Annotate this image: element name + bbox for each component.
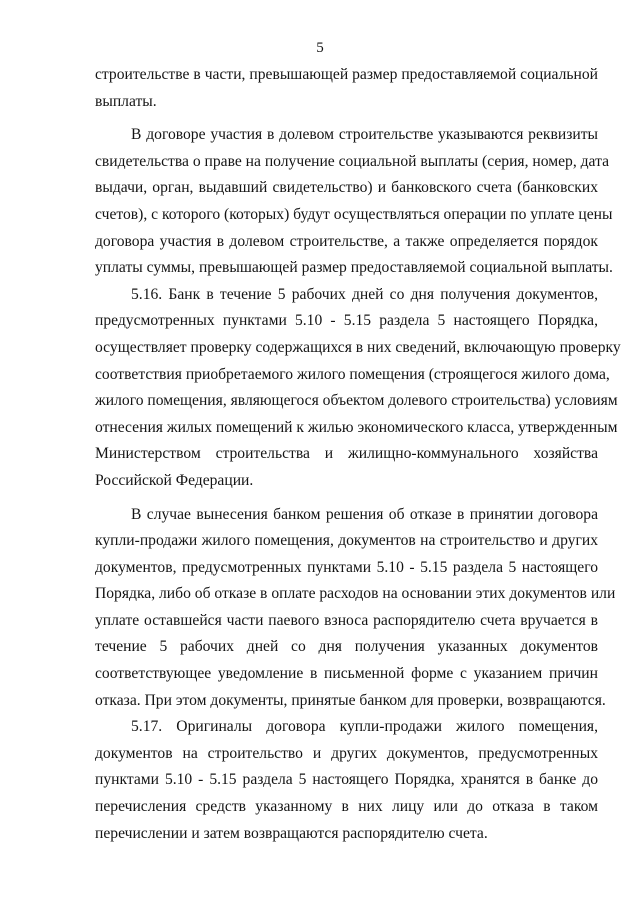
text-line: Министерством строительства и жилищно-коммунального хозяйства xyxy=(95,445,598,463)
page-number: 5 xyxy=(316,40,324,56)
paragraph-continuation xyxy=(95,62,598,115)
document-body xyxy=(95,62,621,847)
text-line: выдачи, орган, выдавший свидетельство) и банковского счета (банковских xyxy=(95,179,598,197)
paragraph-5-17 xyxy=(95,714,598,847)
text-line: пунктами 5.10 - 5.15 раздела 5 настоящего Порядка, хранятся в банке до xyxy=(95,771,598,789)
text-line: осуществляет проверку содержащихся в них сведений, включающую проверку xyxy=(95,338,621,356)
text-line: Российской Федерации. xyxy=(95,471,254,489)
text-line: В случае вынесения банком решения об отказе в принятии договора xyxy=(131,505,598,523)
text-line: отказа. При этом документы, принятые банком для проверки, возвращаются. xyxy=(95,691,606,709)
text-line: 5.16. Банк в течение 5 рабочих дней со дня получения документов, xyxy=(131,285,598,303)
text-line: документов, предусмотренных пунктами 5.10 - 5.15 раздела 5 настоящего xyxy=(95,558,598,576)
text-line: Порядка, либо об отказе в оплате расходов на основании этих документов или xyxy=(95,585,616,603)
text-line: купли-продажи жилого помещения, документов на строительство и других xyxy=(95,532,598,550)
text-line: выплаты. xyxy=(95,92,157,110)
text-line: счетов), с которого (которых) будут осуществляться операции по уплате цены xyxy=(95,205,613,223)
text-line: жилого помещения, являющегося объектом долевого строительства) условиям xyxy=(95,392,618,410)
text-line: свидетельства о праве на получение социальной выплаты (серия, номер, дата xyxy=(95,152,609,170)
text-line: предусмотренных пунктами 5.10 - 5.15 раздела 5 настоящего Порядка, xyxy=(95,312,598,330)
text-line: соответствия приобретаемого жилого помещения (строящегося жилого дома, xyxy=(95,365,610,383)
text-line: перечисления средств указанному в них лицу или до отказа в таком xyxy=(95,798,598,816)
text-line: 5.17. Оригиналы договора купли-продажи жилого помещения, xyxy=(131,718,598,736)
text-line: перечислении и затем возвращаются распорядителю счета. xyxy=(95,824,488,842)
text-line: течение 5 рабочих дней со дня получения указанных документов xyxy=(95,638,598,656)
paragraph-contract-requisites xyxy=(95,122,613,282)
text-line: договора участия в долевом строительстве, а также определяется порядок xyxy=(95,232,598,250)
text-line: строительстве в части, превышающей размер предоставляемой социальной xyxy=(95,66,598,83)
paragraph-refusal-notice xyxy=(95,502,616,715)
paragraph-5-16 xyxy=(95,282,621,495)
text-line: документов на строительство и других документов, предусмотренных xyxy=(95,744,598,762)
text-line: В договоре участия в долевом строительстве указываются реквизиты xyxy=(131,126,598,144)
text-line: уплате оставшейся части паевого взноса распорядителю счета вручается в xyxy=(95,611,598,629)
text-line: отнесения жилых помещений к жилью экономического класса, утвержденным xyxy=(95,418,618,436)
text-line: уплаты суммы, превышающей размер предоставляемой социальной выплаты. xyxy=(95,259,613,277)
text-line: соответствующее уведомление в письменной форме с указанием причин xyxy=(95,665,598,683)
